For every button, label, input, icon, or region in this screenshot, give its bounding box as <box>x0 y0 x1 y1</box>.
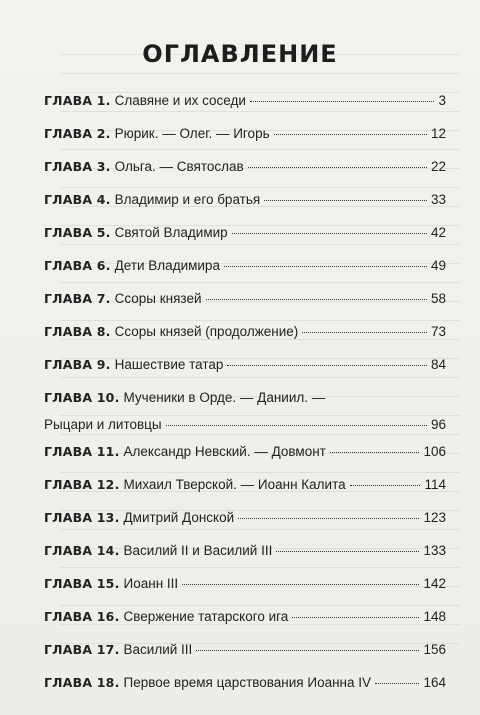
chapter-title: Владимир и его братья <box>114 192 261 207</box>
toc-entry-18 <box>44 674 446 707</box>
toc-entry-4 <box>44 191 446 224</box>
chapter-title: Василий II и Василий III <box>123 543 273 558</box>
toc-entry-10 <box>44 389 446 443</box>
chapter-label: ГЛАВА 12. <box>44 477 120 492</box>
chapter-label: ГЛАВА 13. <box>44 510 120 525</box>
dot-leader <box>206 299 427 300</box>
chapter-title: Первое время царствования Иоанна IV <box>123 675 372 690</box>
chapter-title: Василий III <box>123 642 193 657</box>
chapter-title: Дети Владимира <box>114 258 220 273</box>
page-number: 164 <box>423 675 446 690</box>
toc-entry-line <box>44 389 446 416</box>
table-of-contents <box>44 92 446 707</box>
chapter-label: ГЛАВА 14. <box>44 543 120 558</box>
page-number: 58 <box>430 291 446 306</box>
chapter-label: ГЛАВА 8. <box>44 324 111 339</box>
chapter-title: Дмитрий Донской <box>123 510 235 525</box>
dot-leader <box>274 134 427 135</box>
toc-entry-line <box>44 416 446 443</box>
page-number: 33 <box>430 192 446 207</box>
toc-entry-7 <box>44 290 446 323</box>
dot-leader <box>292 617 419 618</box>
chapter-label: ГЛАВА 4. <box>44 192 111 207</box>
chapter-label: ГЛАВА 15. <box>44 576 120 591</box>
dot-leader <box>250 101 435 102</box>
chapter-title: Ольга. — Святослав <box>114 159 244 174</box>
page-number: 106 <box>423 444 446 459</box>
toc-entry-11 <box>44 443 446 476</box>
toc-entry-16 <box>44 608 446 641</box>
chapter-label: ГЛАВА 5. <box>44 225 111 240</box>
toc-entry-2 <box>44 125 446 158</box>
dot-leader <box>232 233 427 234</box>
chapter-label: ГЛАВА 2. <box>44 126 111 141</box>
chapter-title: Мученики в Орде. — Даниил. — <box>123 390 326 405</box>
chapter-title: Рюрик. — Олег. — Игорь <box>114 126 270 141</box>
page-number: 49 <box>430 258 446 273</box>
page-number: 123 <box>423 510 446 525</box>
toc-entry-14 <box>44 542 446 575</box>
page-number: 3 <box>438 93 446 108</box>
chapter-title: Святой Владимир <box>114 225 228 240</box>
page-number: 133 <box>423 543 446 558</box>
page-number: 84 <box>430 357 446 372</box>
dot-leader <box>227 365 427 366</box>
dot-leader <box>196 650 419 651</box>
chapter-label: ГЛАВА 17. <box>44 642 120 657</box>
chapter-title: Иоанн III <box>123 576 179 591</box>
dot-leader <box>330 452 420 453</box>
toc-entry-6 <box>44 257 446 290</box>
page-number: 73 <box>430 324 446 339</box>
toc-entry-15 <box>44 575 446 608</box>
page-number: 114 <box>424 477 446 492</box>
page-number: 156 <box>423 642 446 657</box>
dot-leader <box>248 167 427 168</box>
toc-entry-12 <box>44 476 446 509</box>
chapter-label: ГЛАВА 6. <box>44 258 111 273</box>
toc-entry-17 <box>44 641 446 674</box>
chapter-label: ГЛАВА 10. <box>44 390 120 405</box>
dot-leader <box>350 485 421 486</box>
toc-entry-3 <box>44 158 446 191</box>
page-number: 42 <box>430 225 446 240</box>
dot-leader <box>276 551 419 552</box>
dot-leader <box>224 266 427 267</box>
page-number: 142 <box>423 576 446 591</box>
chapter-title: Нашествие татар <box>114 357 224 372</box>
chapter-title: Михаил Тверской. — Иоанн Калита <box>123 477 346 492</box>
dot-leader <box>302 332 427 333</box>
page-number: 96 <box>430 417 446 432</box>
chapter-title: Ссоры князей (продолжение) <box>114 324 299 339</box>
dot-leader <box>182 584 419 585</box>
chapter-label: ГЛАВА 16. <box>44 609 120 624</box>
page-title: ОГЛАВЛЕНИЕ <box>142 40 338 68</box>
chapter-label: ГЛАВА 18. <box>44 675 120 690</box>
chapter-label: ГЛАВА 9. <box>44 357 111 372</box>
page-number: 148 <box>423 609 446 624</box>
toc-entry-8 <box>44 323 446 356</box>
chapter-title: Александр Невский. — Довмонт <box>123 444 326 459</box>
toc-entry-9 <box>44 356 446 389</box>
chapter-label: ГЛАВА 7. <box>44 291 111 306</box>
chapter-label: ГЛАВА 3. <box>44 159 111 174</box>
dot-leader <box>264 200 427 201</box>
dot-leader <box>375 683 419 684</box>
page-number: 12 <box>430 126 446 141</box>
toc-entry-5 <box>44 224 446 257</box>
chapter-title: Свержение татарского ига <box>123 609 289 624</box>
chapter-label: ГЛАВА 11. <box>44 444 120 459</box>
chapter-title: Славяне и их соседи <box>114 93 246 108</box>
chapter-label: ГЛАВА 1. <box>44 93 111 108</box>
chapter-title: Ссоры князей <box>114 291 202 306</box>
page-number: 22 <box>430 159 446 174</box>
dot-leader <box>166 425 427 426</box>
toc-entry-13 <box>44 509 446 542</box>
dot-leader <box>238 518 419 519</box>
toc-entry-1 <box>44 92 446 125</box>
chapter-title-continued: Рыцари и литовцы <box>44 417 162 432</box>
